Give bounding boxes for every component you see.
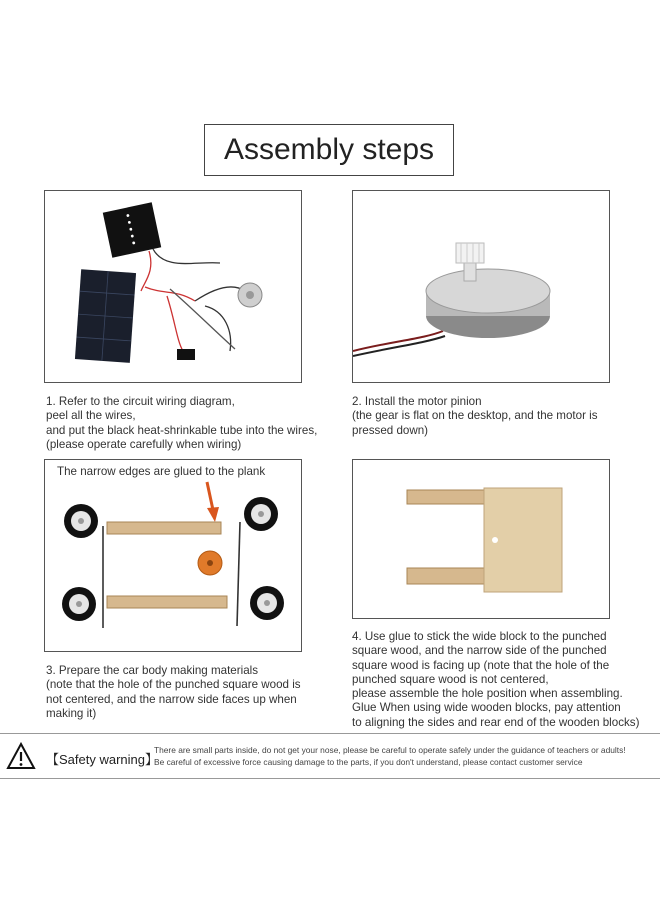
- step3-line: not centered, and the narrow side faces up when: [46, 692, 297, 706]
- step4-line: to aligning the sides and rear end of the wooden blocks): [352, 715, 640, 729]
- step3-line: making it): [46, 706, 97, 720]
- step3-caption: [46, 664, 336, 721]
- step1-line: (please operate carefully when wiring): [46, 437, 242, 451]
- page-title: Assembly steps: [204, 124, 454, 176]
- step1-line: and put the black heat-shrinkable tube into the wires,: [46, 423, 318, 437]
- step1-line: 1. Refer to the circuit wiring diagram,: [46, 395, 235, 408]
- step3-image-label: The narrow edges are glued to the plank: [57, 465, 266, 478]
- safety-divider-bottom: [0, 778, 660, 779]
- step4-line: square wood, and the narrow side of the punched: [352, 644, 607, 658]
- step3-line: (note that the hole of the punched square wood is: [46, 678, 301, 692]
- step3-line: 3. Prepare the car body making materials: [46, 664, 259, 677]
- step4-line: 4. Use glue to stick the wide block to the punched: [352, 630, 607, 643]
- step1-image: [44, 190, 302, 383]
- step2-line: pressed down): [352, 423, 429, 437]
- step4-image: [352, 459, 610, 619]
- safety-divider-top: [0, 733, 660, 734]
- step4-line: square wood is facing up (note that the hole of the: [352, 658, 610, 672]
- step4-line: Glue When using wide wooden blocks, pay attention: [352, 701, 621, 715]
- step3-image: [44, 459, 302, 652]
- step1-caption: [46, 395, 336, 452]
- step2-caption: [352, 395, 652, 438]
- step2-line: (the gear is flat on the desktop, and the motor is: [352, 409, 598, 423]
- safety-warning-title: 【Safety warning】: [46, 752, 158, 767]
- step4-caption: [352, 630, 658, 730]
- step1-line: peel all the wires,: [46, 409, 136, 423]
- safety-line-2: Be careful of excessive force causing damage to the parts, if you don't understand, please contact customer service: [154, 757, 583, 767]
- step2-line: 2. Install the motor pinion: [352, 395, 482, 408]
- step2-image: [352, 190, 610, 383]
- step4-line: please assemble the hole position when assembling.: [352, 687, 623, 701]
- safety-line-1: There are small parts inside, do not get your nose, please be careful to operate safely under the guidance of teachers or adults!: [154, 745, 626, 755]
- step4-line: punched square wood is not centered,: [352, 672, 549, 686]
- safety-warning-text: [154, 744, 626, 768]
- warning-triangle-icon: [6, 742, 36, 770]
